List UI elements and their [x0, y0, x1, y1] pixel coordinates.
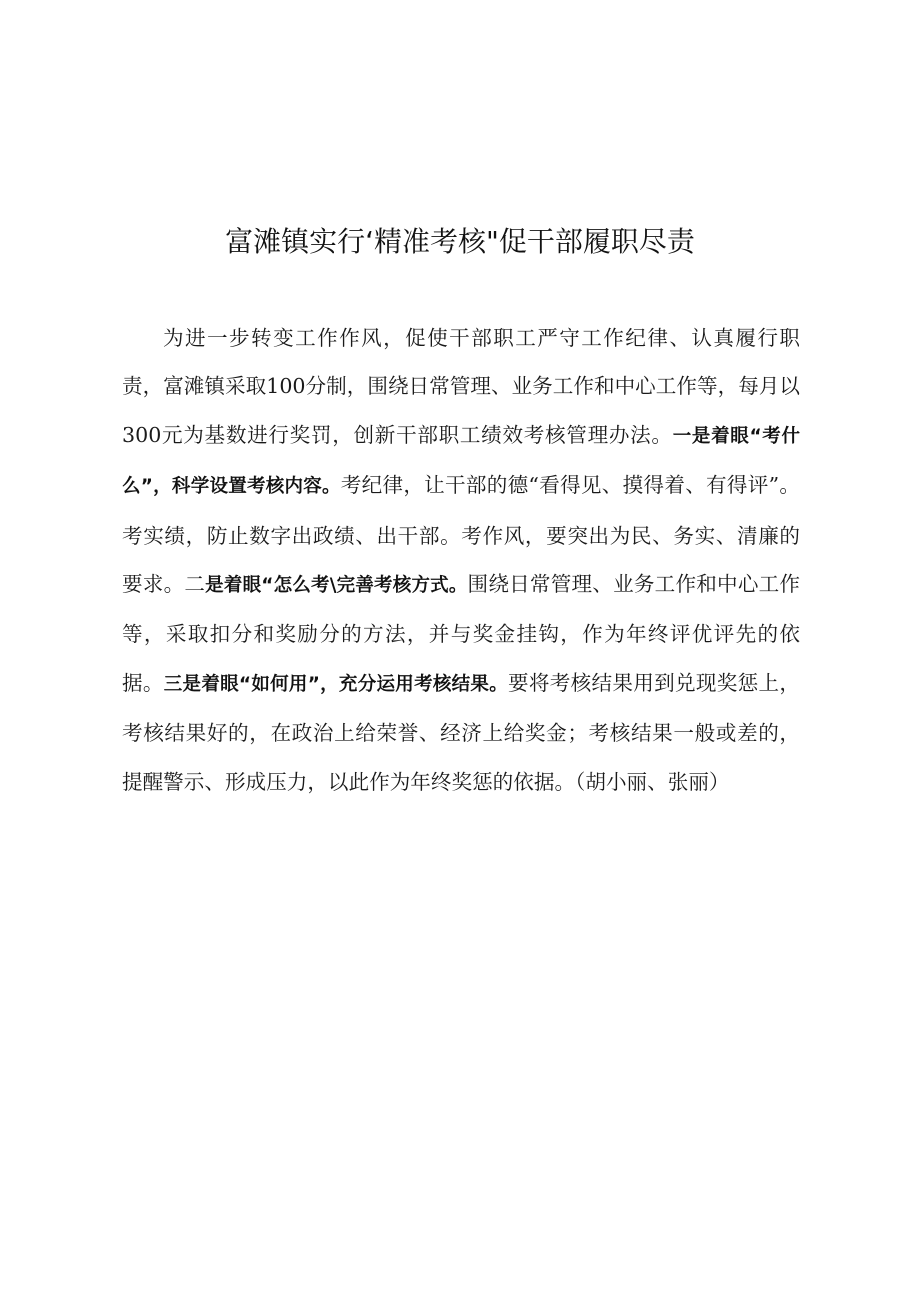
paragraph-intro: 为进一步转变工作作风，促使干部职工严守工作纪律、认真履行职责，富滩镇采取100分制，围绕日常管理、业务工作和中心工作等，每月以300元为基数进行奖罚，创新干部职工绩效考核管理办法。 [122, 326, 800, 447]
point-two-heading: 是着眼“怎么考\完善考核方式。 [205, 575, 468, 597]
point-one-body: 考纪律，让干部的德“看得见、摸得着、有得评”。考实绩，防止数字出政绩、出干部。考作风，要突出为民、务实、清廉的要求。二 [122, 473, 800, 597]
document-title: 富滩镇实行‘精准考核"促干部履职尽责 [225, 225, 695, 258]
point-two-body: 围绕日常管理、业务工作和中心工作等，采取扣分和奖励分的方法，并与奖金挂钩，作为年终评优评先的依据。 [122, 572, 801, 695]
point-one-heading: 一是着眼“考什么”，科学设置考核内容。 [122, 425, 800, 498]
point-three-heading: 三是着眼“如何用”，充分运用考核结果。 [163, 673, 508, 695]
point-three-body: 要将考核结果用到兑现奖惩上，考核结果好的，在政治上给荣誉、经济上给奖金；考核结果一般或差的，提醒警示、形成压力，以此作为年终奖惩的依据。（胡小丽、张丽） [122, 670, 801, 794]
body-paragraph [122, 314, 800, 806]
